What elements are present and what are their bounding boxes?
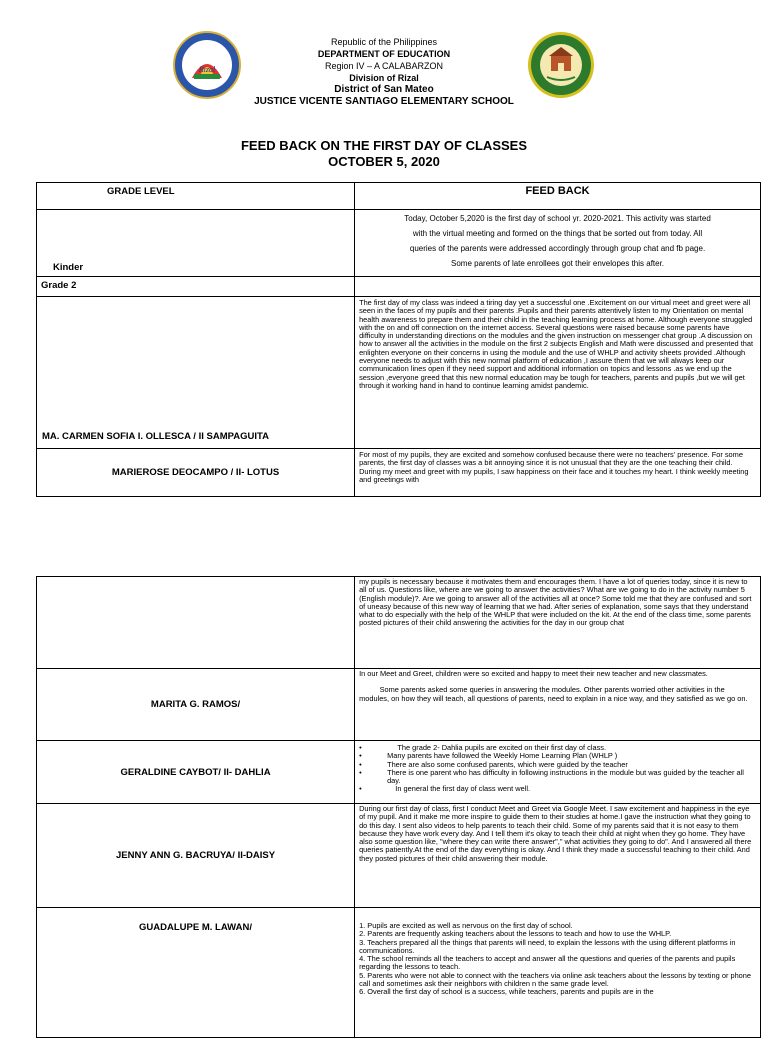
row-name: Grade 2 (37, 277, 355, 297)
document-title (0, 138, 768, 170)
row-name: GUADALUPE M. LAWAN/ (37, 908, 355, 1038)
department-line: DEPARTMENT OF EDUCATION (317, 49, 451, 59)
title-line-1: FEED BACK ON THE FIRST DAY OF CLASSES (240, 138, 528, 153)
feedback-line: Today, October 5,2020 is the first day of school yr. 2020-2021. This activity was started (404, 214, 711, 223)
feedback-header: FEED BACK (355, 183, 761, 210)
district-line: District of San Mateo (334, 84, 434, 95)
numbered-item: 5. Parents who were not able to connect with the teachers via online ask teachers about the lessons by texting or phone call and sometimes ask their neighbors with children n the same grade level. (359, 970, 752, 989)
feedback-line: with the virtual meeting and formed on the things that be sorted out from today. All (412, 229, 703, 238)
row-name: MARITA G. RAMOS/ (37, 669, 355, 741)
bullet-item: • In general the first day of class went well. (359, 784, 531, 794)
table-row (37, 297, 761, 449)
row-feedback (355, 741, 761, 804)
feedback-paragraph: Some parents asked some queries in answering the modules. Other parents worried other activities in the modules, on how they will teach, all questions of parents, need to explain in a nice way, and they satisfied as we go on. (359, 685, 748, 703)
row-feedback (355, 908, 761, 1038)
bullet-item: • The grade 2- Dahlia pupils are excited on their first day of class. (359, 743, 607, 752)
table-row (37, 741, 761, 804)
school-name: JUSTICE VICENTE SANTIAGO ELEMENTARY SCHOOL (254, 96, 514, 107)
row-feedback (355, 210, 761, 277)
table-row (37, 449, 761, 497)
region-line: Region IV – A CALABARZON (324, 61, 444, 71)
numbered-item: 4. The school reminds all the teachers to accept and answer all the questions and queries of the parents and pupils regarding the lessons to teach. (359, 954, 736, 972)
logo-left-text: Rizal (198, 65, 216, 74)
division-line: Division of Rizal (349, 73, 419, 83)
row-feedback: The first day of my class was indeed a tiring day yet a successful one .Excitement on our virtual meet and greet were all seen in the faces of my pupils and their parents .Pupils and their parents attentively listen to my Orientation on mental health awareness to prepare them and their child in the teaching learning process at home. Although everyone struggled with the on and off connection on the internet access. Several questions were raised because some parents have difficulty in understanding directions on the modules and the given instruction on messenger chat group .A discussion on how to answer all the activities in the module on the first 2 subjects English and Math were discussed and presented that enlighten everyone on their concerns in using the module and the use of WHLP and activity sheets provided .Although everyone needs to adjust with this new normal platform of education ,I assure them that we will always keep our communication lines open if they need support and additional information on topics and lessons .as we end up the session ,everyone greed that this new normal education may be tough for teachers, parents and pupils ,but we will get through it working hand in hand to continue learning amidst pandemic. (355, 297, 761, 449)
row-feedback (355, 277, 761, 297)
letterhead (0, 36, 768, 108)
table-row (37, 277, 761, 297)
row-name: MA. CARMEN SOFIA I. OLLESCA / II SAMPAGUITA (37, 297, 355, 449)
bullet-item: • There are also some confused parents, which were guided by the teacher (359, 759, 628, 769)
numbered-item: 3. Teachers prepared all the things that parents will need, to explain the lessons with the using different platforms in communications. (359, 937, 736, 955)
numbered-item: 6. Overall the first day of school is a success, while teachers, parents and pupils are in the (359, 987, 654, 997)
row-name (37, 577, 355, 669)
numbered-item: 1. Pupils are excited as well as nervous on the first day of school. (359, 921, 573, 930)
feedback-line: Some parents of late enrollees got their envelopes this after. (451, 259, 665, 268)
table-row (37, 577, 761, 669)
bullet-item: • Many parents have followed the Weekly Home Learning Plan (WHLP ) (359, 751, 618, 761)
row-feedback (355, 669, 761, 741)
title-line-2: OCTOBER 5, 2020 (328, 154, 440, 169)
republic-line: Republic of the Philippines (330, 37, 438, 47)
feedback-paragraph: In our Meet and Greet, children were so excited and happy to meet their new teacher and new classmates. (359, 669, 708, 678)
feedback-line: queries of the parents were addressed accordingly through group chat and fb page. (409, 244, 706, 253)
row-name: Kinder (37, 210, 355, 277)
row-feedback: During our first day of class, first I conduct Meet and Greet via Google Meet. I saw excitement and happiness in the eye of my pupil. And it make me more inspire to guide them to their studies at home.I gave the instruction what they going to do this day. I sent also videos to help parents to teach their child. Some of my parents said that it is not easy to them because they have work every day. And I tell them it's okay to teach their child at night when they go home. They have also some question like, "where they can write there answer"," what activities they going to do". And I answered all there queries patiently.At the end of the day everything is okay. And I think they made a successful teaching to their child. And they posted pictures of their child answering their module. (355, 804, 761, 908)
row-feedback: For most of my pupils, they are excited and somehow confused because there were no teachers' presence. For some parents, the first day of classes was a bit annoying since it is not unusual that they are the one teaching their child. During my meet and greet with my pupils, I saw happiness on their face and it touches my heart. I think weekly meeting and greetings with (355, 449, 761, 497)
bullet-item: • There is one parent who has difficulty in following instructions in the module but was guided by the teacher all day. (359, 767, 744, 786)
row-name: MARIEROSE DEOCAMPO / II- LOTUS (37, 449, 355, 497)
table-row (37, 669, 761, 741)
table-row (37, 908, 761, 1038)
table-row (37, 210, 761, 277)
grade-level-header: GRADE LEVEL (37, 183, 355, 210)
table-row (37, 804, 761, 908)
row-name: GERALDINE CAYBOT/ II- DAHLIA (37, 741, 355, 804)
numbered-item: 2. Parents are frequently asking teachers about the lessons to teach and how to use the WHLP. (359, 929, 672, 939)
feedback-table-1 (36, 182, 761, 497)
row-feedback: my pupils is necessary because it motivates them and encourages them. I have a lot of queries today, since it is new to all of us. Questions like, where are we going to answer the activities? What are we going to do in the activity number 5 (English module)?. Are we going to answer all of the activities all at once? Some told me that they are confused and sort of uneasy because of this new way of learning that we had. After series of explanation, some says that they understand what to do especially with the help of the WHLP that were included on the kit. At the end of the class time, some parents posted pictures of their child answering the activities for the day in our group chat (355, 577, 761, 669)
row-name: JENNY ANN G. BACRUYA/ II-DAISY (37, 804, 355, 908)
table-header-row (37, 183, 761, 210)
feedback-table-2 (36, 576, 761, 1038)
